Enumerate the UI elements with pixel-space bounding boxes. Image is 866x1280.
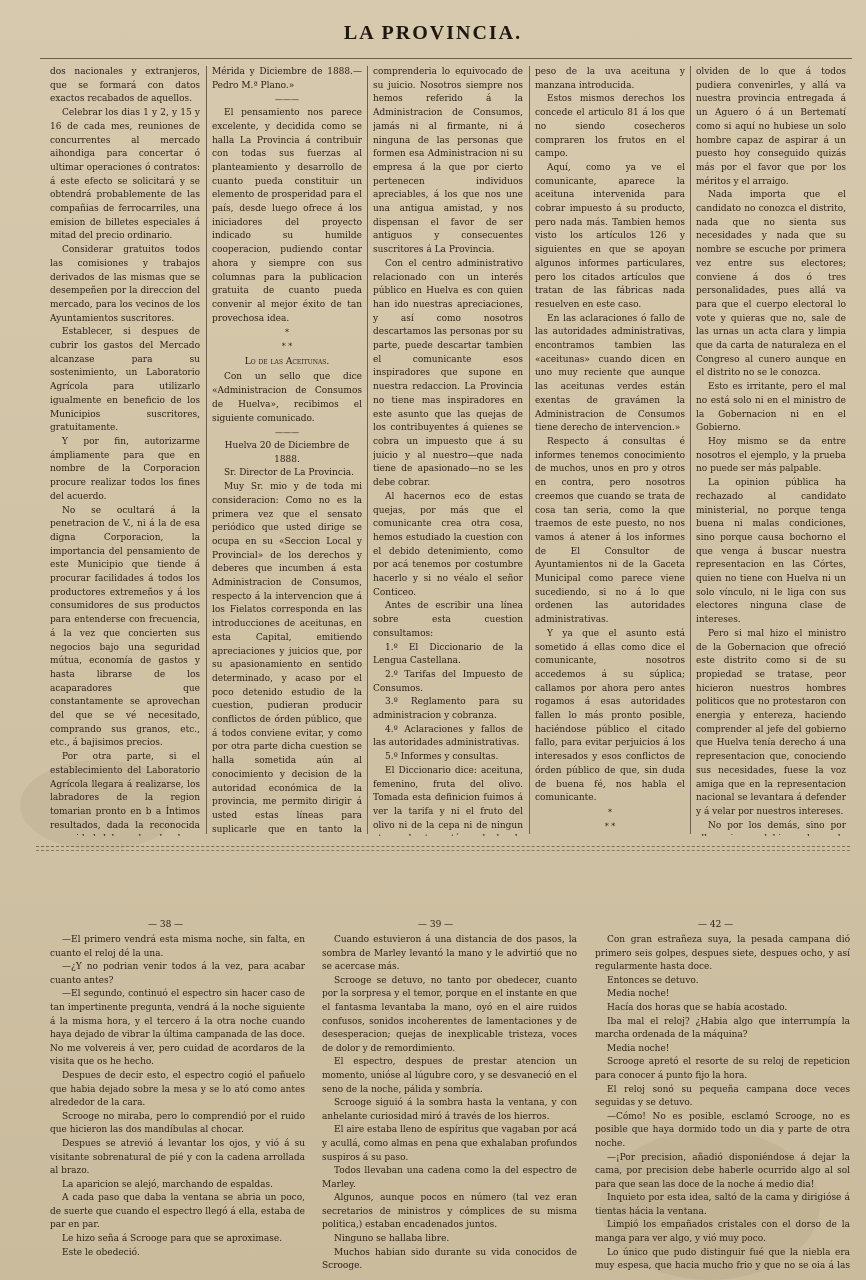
paragraph: Con un sello que dice «Administracion de Consumos de Huelva», recibimos el siguiente comunicado.	[212, 372, 362, 424]
paragraph: Hacía dos horas que se había acostado.	[607, 1002, 788, 1013]
paragraph: Muchos habian sido durante su vida conocidos de Scrooge.	[322, 1247, 577, 1272]
paragraph: Con el centro administrativo relacionado con un interés público en Huelva es con quien han ido nuestras apreciaciones, y así como nosotros descartamos las personas por su parte, puede descartar tambien el comunicante esos inspiradores que supone en nuestra redaccion. La Provincia no tiene mas inspiradores en este asunto que las quejas de los contribuyentes á quienes se cobra un impuesto que á su juicio y al nuestro—que nada tiene de apasionado—no se les debe cobrar.	[373, 258, 523, 489]
paragraph: Antes de escribir una línea sobre esta cuestion consultamos:	[373, 601, 523, 639]
paragraph: 3.º Reglamento para su administracion y cobranza.	[373, 697, 523, 722]
paragraph: olviden de lo que á todos pudiera convenirles, y allá va nuestra provincia entregada á un Aguero ó á un Bertematí como si aquí no hubiese un solo hombre capaz de aspirar á un puesto hoy conseguido quizás más por el favor que por los méritos y el arraigo.	[696, 67, 846, 187]
column-divider	[690, 66, 691, 834]
article-column-1	[50, 66, 200, 836]
paragraph: —¡Por precision, añadió disponiéndose á dejar la cama, por precision debe haberle ocurrido algo al sol para que sean las doce de la noche á medio dia!	[595, 1152, 850, 1190]
paragraph: Huelva 20 de Diciembre de 1888.	[224, 440, 350, 465]
paragraph: La aparicion se alejó, marchando de espaldas.	[62, 1179, 273, 1190]
paragraph: 2.º Tarifas del Impuesto de Consumos.	[373, 669, 523, 694]
paragraph: Por otra parte, si el establecimiento del Laboratorio Agrícola llegara á realizarse, los labradores de la region tomarian pronto en b a Íntimos resultados, dada la reconocida	[50, 752, 200, 831]
ornament: ———	[275, 428, 299, 438]
paragraph: Al hacernos eco de estas quejas, por más que el comunicante crea otra cosa, hemos estudiado la cuestion con el debido detenimiento, como por acá tenemos por costumbre hacerlo y si no véalo el señor Conticeo.	[373, 491, 523, 598]
paragraph: Iba mal el reloj? ¿Habia algo que interrumpía la marcha ordenada de la máquina?	[595, 1016, 850, 1041]
paragraph: Y por fin, autorizarme ámpliamente para que en nombre de la Corporacion procure realizar todos los fines del acuerdo.	[50, 436, 200, 502]
paragraph: Aquí, como ya ve el comunicante, aparece la aceituna intervenida para cobrar impuesto á su producto, pero nada más. Tambien hemos visto los artículos 126 y siguientes en que se apoyan algunos informes particulares, pero los citados artículos que tratan de las fábricas nada resuelven en este caso.	[535, 162, 685, 310]
paragraph: —Cómo! No es posible, esclamó Scrooge, no es posible que haya dormido todo un dia y parte de otra noche.	[595, 1111, 850, 1149]
paragraph: En las aclaraciones ó fallo de las autoridades administrativas, encontramos tambien las «aceitunas» cuando dicen en uno muy reciente que aunque las aceitunas verdes están exentas de gravámen la Administracion de Consumos tiene derecho de intervencion.»	[535, 313, 685, 434]
paragraph: El espectro, despues de prestar atencion un momento, unióse al lúgubre coro, y se desvaneció en el seno de la noche, pálida y sombría.	[322, 1057, 577, 1095]
paragraph: Mérida y Diciembre de 1888.—Pedro M.ª Plano.»	[212, 67, 362, 91]
paragraph: Scrooge apretó el resorte de su reloj de repeticion para conocer á punto fijo la hora.	[595, 1057, 850, 1081]
masthead-title: LA PROVINCIA.	[343, 22, 523, 44]
article-column-2	[212, 66, 362, 836]
paragraph: 4.º Aclaraciones y fallos de las autoridades administrativas.	[373, 724, 523, 749]
fold-separator	[36, 850, 850, 851]
paragraph: Entonces se detuvo.	[607, 975, 699, 986]
paragraph: Celebrar los dias 1 y 2, y 15 y 16 de cada mes, reuniones de concurrentes al mercado aihondiga para concertar ó ultimar operaciones ó contratos: á este efecto se solicitará y se obtendrá probablemente de las compañias de ferrocarriles, una emision de billetes especiales á mitad del precio ordinario.	[50, 108, 200, 242]
paragraph: No por los demás, sino por	[708, 820, 846, 831]
paragraph: Pero si mal hizo el ministro de la Gobernacion que ofreció este distrito como si de su propiedad se tratase, peor hicieron nuestros hombres politicos que no protestaron con energia y entereza, haciendo comprender al jefe del gobierno que Huelva tenía derecho á una representacion que, conociendo sus necesidades, fuese la voz amiga que en la representacion nacional se levantara á defender y á velar por nuestros intereses.	[696, 628, 846, 817]
paragraph: Nada importa que el candidato no conozca el distrito, nada que no sienta sus necesidades y nada que su nombre se escuche por primera vez entre sus electores; conviene á dos ó tres personalidades, pues allá va para que el cuerpo electoral lo vote y quieras que no, sale de las urnas un acta clara y limpia que da carta de naturaleza en el Congreso al cunero aunque en el distrito no se le conozca.	[696, 190, 846, 379]
paragraph: Ninguno se hallaba libre.	[334, 1234, 450, 1245]
fold-separator	[36, 846, 850, 847]
ornament: * * *	[604, 807, 616, 831]
paragraph: Inquieto por esta idea, saltó de la cama y dirigióse á tientas hácia la ventana.	[595, 1193, 850, 1217]
paragraph: dos nacionales y extranjeros, que se formará con datos exactos recabados de aquellos.	[50, 67, 200, 105]
paragraph: Muy Sr. mio y de toda mi consideracion: Como no es la primera vez que el sensato periódico que usted dirige se ocupa en su «Seccion Local y Provincial» de los derechos y deberes que incumben á esta Administracion de Consumos, respecto á la intervencion que á los Fielatos corresponda en las introducciones de aceitunas, en esta Capital, emitiendo apreciaciones y juicios que, por su apasionamiento en sentido determinado, y acaso por el poco detenido estudio de la cuestion, pudieran producir conflictos de órden público, que á todos conviene evitar, y como por otra parte dicha cuestion se halla sometida aún al conocimiento y decision de la autoridad económica de la provincia, me permito dirigir á usted estas líneas para suplicarle que en tanto la	[212, 482, 362, 835]
paragraph: —¿Y no podrian venir todos á la vez, para acabar cuanto antes?	[50, 962, 305, 986]
ornament: ———	[275, 95, 299, 105]
feuilleton-column-1	[50, 934, 305, 1274]
paragraph: Estos mismos derechos los concede el articulo 81 á los que no siendo cosecheros compraren los frutos en el campo.	[535, 94, 685, 160]
paragraph: comprenderia lo equivocado de su juicio. Nosotros siempre nos hemos referido á la Administracion de Consumos, jamás ni al firmante, ni á ninguna de las personas que formen esa Administracion ni su empresa á la que por cierto pertenecen individuos apreciables, á los que nos une una antigua amistad, y nos dispensan el favor de ser antiguos y consecuentes suscritores á La Provincia.	[373, 67, 523, 256]
paragraph: Establecer, si despues de cubrir los gastos del Mercado alcanzase para su sostenimiento, un Laboratorio Agrícola para utilizarlo igualmente en beneficio de los Municipios suscritores, gratuitamente.	[50, 327, 200, 434]
paragraph: Scrooge siguió á la sombra hasta la ventana, y con anhelante curiosidad miró á través de los hierros.	[322, 1098, 577, 1122]
paragraph: Considerar gratuitos todos las comisiones y trabajos derivados de las mismas que se desempeñen por la direccion del mercado, para los vecinos de los Ayuntamientos suscritores.	[50, 245, 200, 324]
paragraph: Algunos, aunque pocos en número (tal vez eran secretarios de ministros y cómplices de su misma politica,) estaban encadenados juntos.	[322, 1193, 577, 1231]
page-number-39: — 39 —	[418, 920, 454, 930]
section-heading: Lo de las Aceitunas.	[244, 356, 330, 367]
paragraph: 5.º Informes y consultas.	[385, 752, 499, 763]
ornament: * * *	[281, 328, 293, 352]
paragraph: Media noche!	[607, 989, 670, 1000]
paragraph: Hoy mismo se da entre nosotros el ejemplo, y la prueba no puede ser más palpable.	[696, 436, 846, 475]
paragraph: Le hizo seña á Scrooge para que se aproximase.	[62, 1234, 283, 1245]
paragraph: Con gran estrañeza suya, la pesada campana dió primero seis golpes, despues siete, despues ocho, y así regularmente hasta doce.	[595, 935, 850, 973]
column-divider	[367, 66, 368, 834]
paragraph: A cada paso que daba la ventana se abria un poco, de suerte que cuando el espectro llegó á ella, estaba de par en par.	[50, 1193, 305, 1231]
paragraph: La opinion pública ha rechazado al candidato ministerial, no porque tenga buena ni malas condiciones, sino porque causa bochorno el que venga á buscar nuestra representacion en las Córtes, quien no tiene con Huelva ni un solo vínculo, ni le liga con sus electores ninguna clase de intereses.	[696, 478, 846, 626]
paragraph: Despues se atrevió á levantar los ojos, y vió á su visitante sobrenatural de pié y con la cadena arrollada al brazo.	[50, 1138, 305, 1177]
paragraph: Sr. Director de La Provincia.	[224, 468, 354, 479]
paragraph: peso de la uva aceituna y manzana introducida.	[535, 67, 685, 91]
feuilleton-columns	[50, 934, 850, 1274]
paragraph: El aire estaba lleno de espíritus que vagaban por acá y acullá, como almas en pena que exhalaban profundos suspiros á su paso.	[322, 1125, 577, 1163]
paragraph: El pensamiento nos parece excelente, y decidida como se halla La Provincia á contribuir con todas sus fuerzas al planteamiento y desarrollo de cuanto pueda constituir un elemento de prosperidad para el país, desde luego ofrece á los iniciadores del proyecto indicado su humilde cooperacion, pudiendo contar ahora y siempre con sus columnas para la publicacion gratuita de cuanto pueda convenir al mejor éxito de tan provechosa idea.	[212, 108, 362, 324]
article-column-4	[535, 66, 685, 836]
paragraph: —El segundo, continuó el espectro sin hacer caso de tan impertinente pregunta, vendrá á la noche siguiente á la misma hora, y el tercero á la otra noche cuando haya dejado de vibrar la última campanada de las doce. No me volvereis á ver, pero cuidad de acordaros de la visita que os he hecho.	[50, 989, 305, 1068]
paragraph: Limpió los empañados cristales con el dorso de la manga para ver algo, y vió muy poco.	[595, 1220, 850, 1245]
column-divider	[206, 66, 207, 834]
top-article-columns	[50, 66, 850, 836]
paragraph: Respecto á consultas é informes tenemos conocimiento de muchos, unos en pro y otros en contra, pero nosotros creemos que cuando se trata de cosa tan seria, como la que traemos de este puesto, no nos vamos á atener á los informes de El Consultor de Ayuntamientos ni de la Gaceta Municipal como parece viene sucediendo, si no á lo que ordenen las autoridades administrativas.	[535, 436, 685, 626]
paragraph: Scrooge no miraba, pero lo comprendió por el ruido que hicieron las dos mandíbulas al chocar.	[50, 1111, 305, 1136]
paragraph: —El primero vendrá esta misma noche, sin falta, en cuanto el reloj dé la una.	[50, 935, 305, 959]
feuilleton-column-2	[322, 934, 577, 1274]
masthead-rule	[40, 58, 852, 59]
article-column-5	[696, 66, 846, 836]
section-heading	[535, 835, 685, 836]
paragraph: Esto es irritante, pero el mal no está solo ni en el ministro de la Gobernacion ni en el Gobierno.	[696, 382, 846, 434]
column-divider	[529, 66, 530, 834]
paragraph: 1.º El Diccionario de la Lengua Castellana.	[373, 642, 523, 667]
paragraph: Scrooge se detuvo, no tanto por obedecer, cuanto por la sorpresa y el temor, porque en el instante en que el fantasma levantaba la mano, oyó en el aire ruidos confusos, sonidos incoherentes de lamentaciones y de desesperacion; quejas de inexplicable tristeza, voces de dolor y de remordimiento.	[322, 975, 577, 1054]
paragraph: El Diccionario dice: aceituna, femenino, fruta del olivo. Tomada esta definicion fuimos á ver la tarifa y ni el fruto del olivo ni de la cepa ni de ningun	[373, 765, 523, 831]
paragraph: Despues de decir esto, el espectro cogió el pañuelo que habia dejado sobre la mesa y se lo ató como antes alrededor de la cara.	[50, 1070, 305, 1109]
paragraph: Este le obedeció.	[62, 1247, 140, 1258]
feuilleton-column-3	[595, 934, 850, 1274]
page-number-38: — 38 —	[148, 920, 184, 930]
paragraph: Cuando estuvieron á una distancia de dos pasos, la sombra de Marley levantó la mano y le advirtió que no se acercase más.	[322, 935, 577, 973]
paragraph: Lo único que pudo distinguir fué que la niebla era muy espesa, que hacia mucho frio y que no se oia á las	[595, 1247, 850, 1272]
article-column-3	[373, 66, 523, 836]
paragraph: Y ya que el asunto está sometido á ellas como dice el comunicante, nosotros accedemos á su súplica; callamos por ahora pero antes rogamos á esas autoridades fallen lo más pronto posible, haciéndose público el citado fallo, para evitar perjuicios á los interesados y esos conflictos de órden público de que, sin duda de buena fé, nos habla el comunicante.	[535, 628, 685, 804]
paragraph: Todos llevaban una cadena como la del espectro de Marley.	[322, 1166, 577, 1190]
paragraph: No se ocultará á la penetracion de V., ni á la de esa digna Corporacion, la importancia del pensamiento de este Municipio que tiende á procurar facilidades á todos los productores extremeños y á los consumidores de sus productos para entenderse con frecuencia, á la vez que concierten sus negocios bajo una seguridad mútua, economía de gastos y hasta librarse de los acaparadores que constantamente se aprovechan del que se vé necesitado, comprando sus granos, etc., etc., á bajisimos precios.	[50, 505, 200, 749]
page-number-42: — 42 —	[698, 920, 734, 930]
paragraph: El reloj sonó su pequeña campana doce veces seguidas y se detuvo.	[595, 1084, 850, 1109]
paragraph: Media noche!	[607, 1043, 670, 1054]
